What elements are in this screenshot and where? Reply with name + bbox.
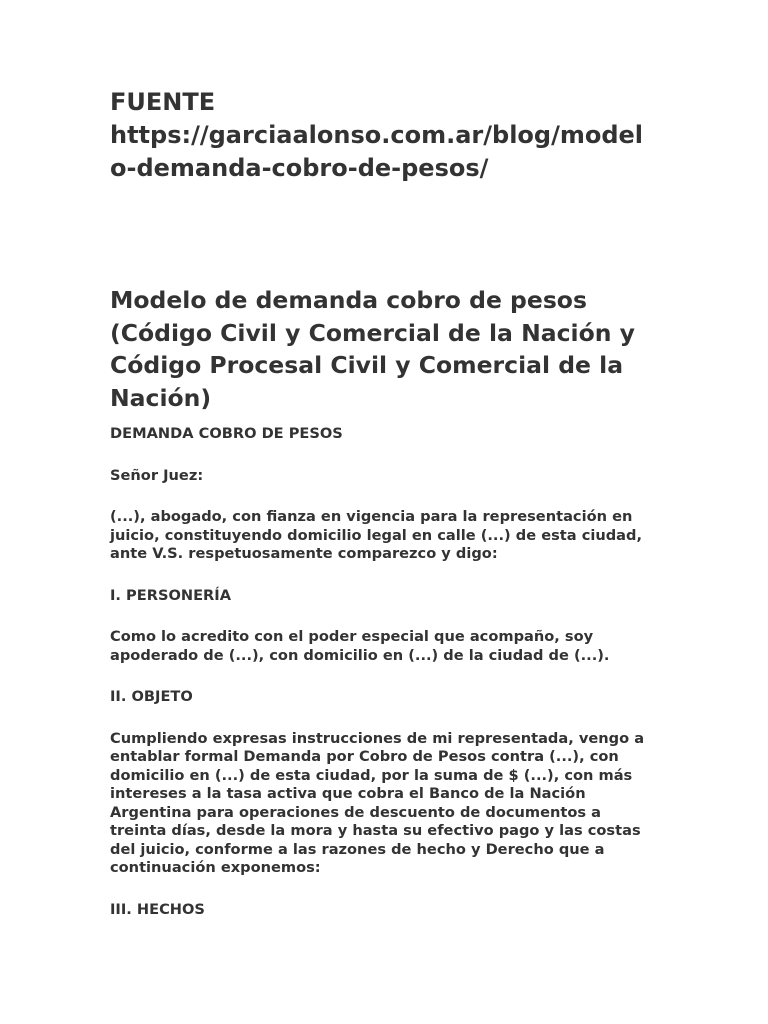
intro-paragraph: (...), abogado, con fianza en vigencia para la representación en juicio, constituyendo domicilio legal en calle (...) de esta ciudad, ante V.S. respetuosamente comparezco y digo:	[110, 508, 643, 562]
section-heading-personeria: I. PERSONERÍA	[110, 586, 232, 604]
demanda-heading: DEMANDA COBRO DE PESOS	[110, 425, 343, 442]
source-url: https://garciaalonso.com.ar/blog/modelo-demanda-cobro-de-pesos/	[110, 121, 644, 182]
section-heading-objeto: II. OBJETO	[110, 688, 193, 705]
document-page	[110, 86, 650, 919]
source-block	[110, 86, 650, 185]
objeto-paragraph: Cumpliendo expresas instrucciones de mi representada, vengo a entablar formal Demanda por Cobro de Pesos contra (...), con domicilio en (...) de esta ciudad, por la suma de $ (...), con más intereses a la tasa activa que cobra el Banco de la Nación Argentina para operaciones de descuento de documentos a treinta días, desde la mora y hasta su efectivo pago y las costas del juicio, conforme a las razones de hecho y Derecho que a continuación exponemos:	[110, 729, 645, 876]
source-label: FUENTE	[110, 88, 216, 116]
section-heading-hechos: III. HECHOS	[110, 900, 205, 918]
personeria-paragraph: Como lo acredito con el poder especial que acompaño, soy apoderado de (...), con domicilio en (...) de la ciudad de (...).	[110, 628, 610, 664]
greeting: Señor Juez:	[110, 466, 204, 484]
document-title: Modelo de demanda cobro de pesos (Código Civil y Comercial de la Nación y Código Procesal Civil y Comercial de la Nación)	[110, 286, 635, 412]
